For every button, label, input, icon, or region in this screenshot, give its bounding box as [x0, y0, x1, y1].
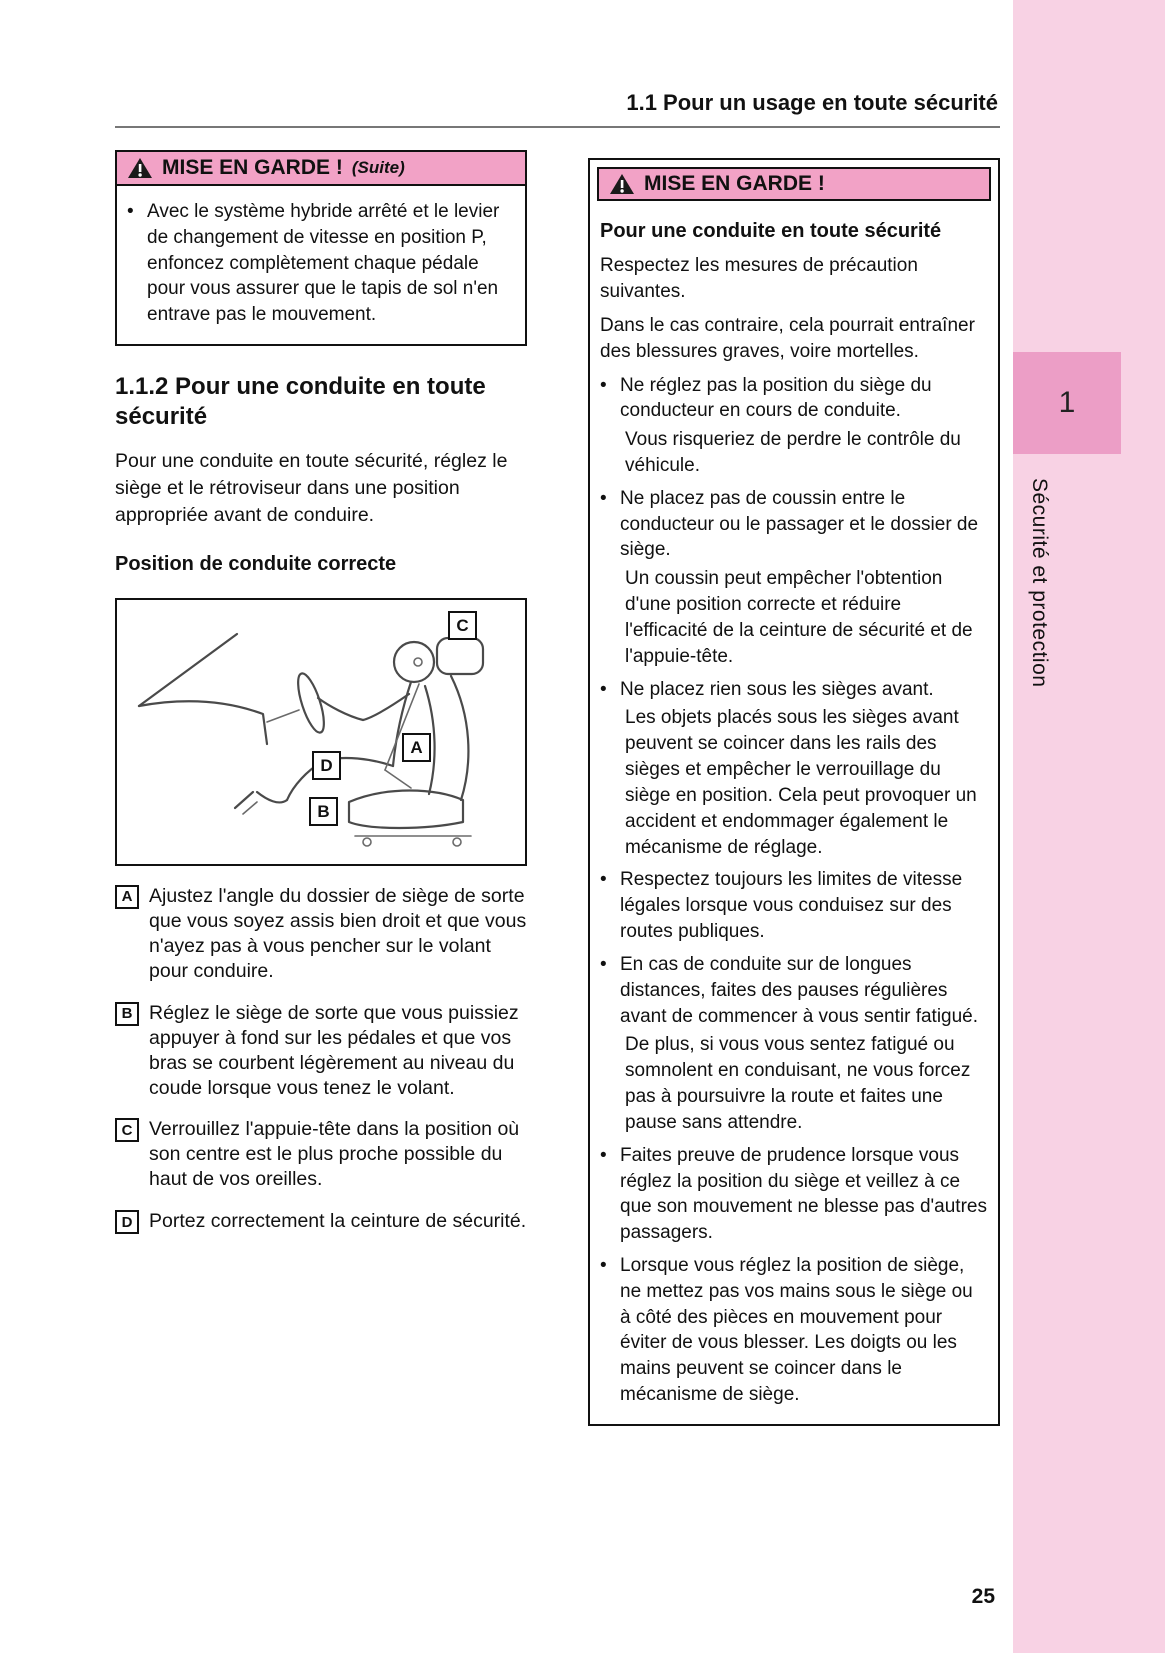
bullet-marker: •	[600, 1144, 607, 1166]
bullet-marker: •	[600, 374, 607, 396]
warning-paragraph: Dans le cas contraire, cela pourrait entraîner des blessures graves, voire mortelles.	[600, 314, 975, 362]
warning-paragraph: Respectez les mesures de précaution suivantes.	[600, 255, 918, 303]
warning-bullet	[600, 952, 987, 1136]
warning-bullet-text: En cas de conduite sur de longues distances, faites des pauses régulières avant de commencer à vous sentir fatigué. De plus, si vous vous sentez fatigué ou somnolent en conduisant, ne vous forcez pas à poursuivre la route et faites une pause sans attendre.	[620, 953, 979, 1133]
warning-bullet-text: Avec le système hybride arrêté et le levier de changement de vitesse en position P, enfoncez complètement chaque pédale pour vous assurer que le tapis de sol n'en entrave pas le mouvement.	[147, 201, 500, 326]
warning-bullet-text: Ne placez pas de coussin entre le conducteur ou le passager et le dossier de siège. Un coussin peut empêcher l'obtention d'une position correcte et réduire l'efficacité de la ceinture de sécurité et de l'appuie-tête.	[620, 487, 979, 667]
item-text: Réglez le siège de sorte que vous puissiez appuyer à fond sur les pédales et que vos bras se courbent légèrement au niveau du coude lorsque vous tenez le volant.	[149, 1001, 519, 1099]
position-item-C	[115, 1117, 527, 1192]
driving-position-illustration	[115, 598, 527, 866]
warning-bullet	[600, 677, 987, 861]
dashboard-illustration	[139, 634, 299, 744]
warning-bullet	[600, 486, 987, 670]
warning-bullet	[600, 1253, 987, 1408]
warning-body	[117, 186, 525, 344]
label-C	[449, 612, 476, 639]
chapter-sidebar	[1013, 0, 1165, 1653]
position-item-list	[115, 884, 527, 1234]
bullet-marker: •	[127, 201, 134, 222]
item-text: Portez correctement la ceinture de sécurité.	[149, 1210, 527, 1233]
warning-box-continued	[115, 150, 527, 346]
warning-bullet-text: Respectez toujours les limites de vitesse légales lorsque vous conduisez sur des routes publiques.	[620, 869, 963, 943]
warning-bullet	[600, 867, 987, 944]
warning-header	[597, 167, 991, 201]
bullet-marker: •	[600, 487, 607, 509]
section-intro: Pour une conduite en toute sécurité, réglez le siège et le rétroviseur dans une position appropriée avant de conduire.	[115, 450, 508, 526]
svg-text:D: D	[320, 755, 333, 775]
item-letter-badge: A	[115, 885, 139, 909]
warning-header	[117, 152, 525, 186]
position-item-A	[115, 884, 527, 984]
bullet-marker: •	[600, 678, 607, 700]
warning-box-main	[588, 158, 1000, 1426]
warning-bullet-text: Ne placez rien sous les sièges avant. Les objets placés sous les sièges avant peuvent se coincer dans les rails des sièges et empêcher le verrouillage du siège en position. Cela peut provoquer un accident et endommager également le mécanisme de réglage.	[620, 678, 977, 858]
warning-bullet-text: Ne réglez pas la position du siège du conducteur en cours de conduite. Vous risqueriez de perdre le contrôle du véhicule.	[620, 374, 961, 476]
svg-text:C: C	[456, 615, 469, 635]
item-text: Ajustez l'angle du dossier de siège de sorte que vous soyez assis bien droit et que vous n'ayez pas à vous pencher sur le volant pour conduire.	[149, 884, 527, 982]
left-column	[115, 150, 527, 1234]
chapter-title-vertical: Sécurité et protection	[1028, 478, 1051, 688]
label-D	[313, 752, 340, 779]
bullet-marker: •	[600, 869, 607, 891]
warning-body	[590, 208, 998, 1424]
item-text: Verrouillez l'appuie-tête dans la position où son centre est le plus proche possible du haut de vos oreilles.	[149, 1118, 520, 1191]
item-letter-badge: C	[115, 1118, 139, 1142]
warning-bullet-text: Faites preuve de prudence lorsque vous réglez la position du siège et veillez à ce que son mouvement ne blesse pas d'autres passagers.	[620, 1144, 987, 1244]
driver-illustration	[257, 642, 434, 802]
warning-bullet	[600, 1143, 987, 1246]
warning-suite-label: (Suite)	[351, 158, 405, 177]
warning-bullet	[600, 373, 987, 479]
warning-triangle-icon	[609, 173, 635, 195]
page-number: 25	[971, 1585, 995, 1608]
svg-text:A: A	[410, 737, 423, 757]
warning-bullet	[127, 199, 514, 328]
position-item-B	[115, 1001, 527, 1101]
warning-title: MISE EN GARDE !	[644, 172, 825, 195]
pedals-illustration	[235, 792, 257, 814]
label-B	[310, 798, 337, 825]
label-A	[403, 734, 430, 761]
item-letter-badge: B	[115, 1002, 139, 1026]
section-heading: 1.1.2 Pour une conduite en toute sécurité	[115, 373, 486, 431]
svg-text:B: B	[317, 801, 330, 821]
item-letter-badge: D	[115, 1210, 139, 1234]
warning-bullet-text: Lorsque vous réglez la position de siège, ne mettez pas vos mains sous le siège ou à côté des pièces en mouvement pour éviter de vous blesser. Les doigts ou les mains peuvent se coincer dans le mécanisme de siège.	[620, 1255, 973, 1406]
seat-diagram	[117, 600, 525, 864]
chapter-number: 1	[1058, 386, 1076, 419]
bullet-marker: •	[600, 1255, 607, 1276]
page-title: 1.1 Pour un usage en toute sécurité	[626, 90, 998, 115]
bullet-marker: •	[600, 953, 607, 975]
warning-triangle-icon	[127, 157, 153, 179]
position-item-D	[115, 1209, 527, 1234]
subsection-heading: Position de conduite correcte	[115, 552, 397, 575]
right-column	[588, 158, 1000, 1426]
header-rule	[115, 126, 1000, 128]
warning-lead: Pour une conduite en toute sécurité	[600, 220, 942, 242]
chapter-tab	[1013, 352, 1121, 454]
warning-title: MISE EN GARDE !	[162, 156, 343, 179]
